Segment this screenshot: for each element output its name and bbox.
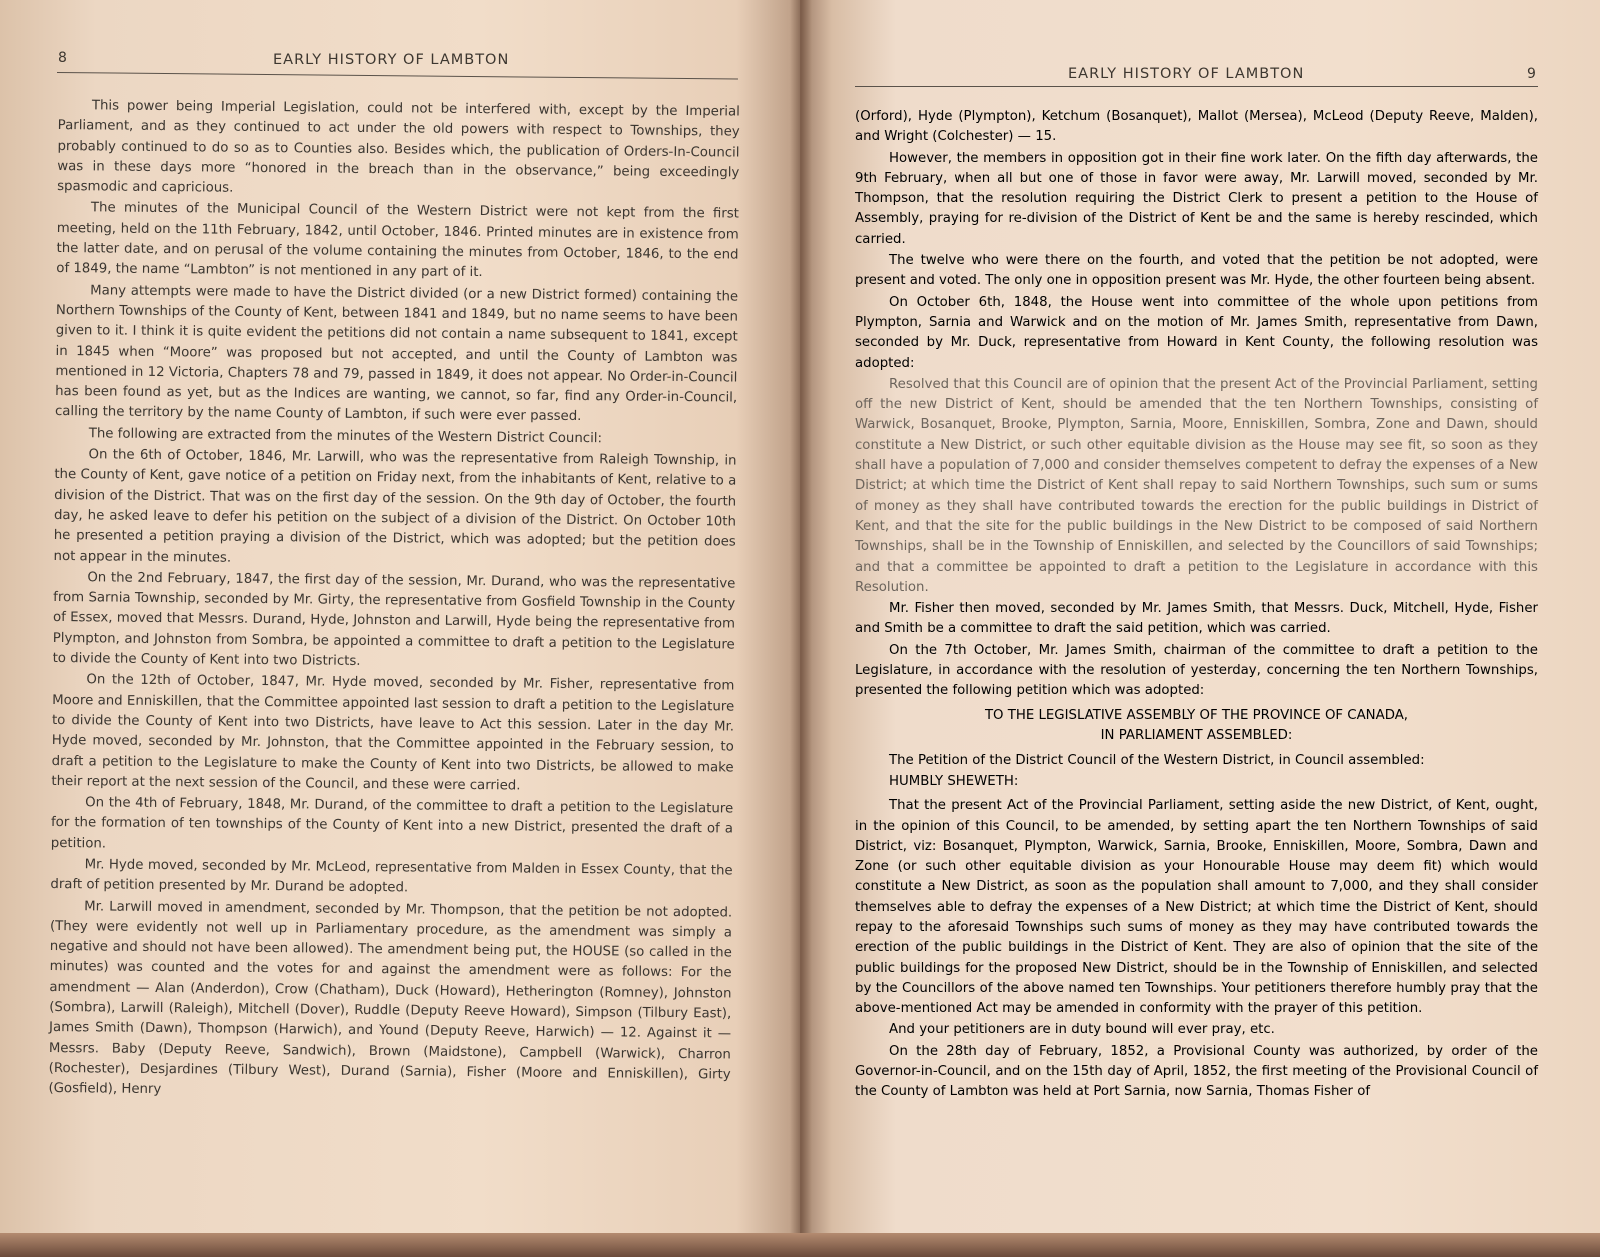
paragraph: On the 28th day of February, 1852, a Provisional County was authorized, by order of the Governor-in-Council, and on the 15th day of April, 1852, the first meeting of the Provisional Council of the County of Lambton was held at Port Sarnia, now Sarnia, Thomas Fisher of — [855, 1043, 1538, 1100]
paragraph: On the 7th October, Mr. James Smith, chairman of the committee to draft a petition to the Legislature, in accordance with the resolution of yesterday, concerning the ten Northern Townships, presented the following petition which was adopted: — [855, 642, 1538, 699]
paragraph: Mr. Fisher then moved, seconded by Mr. James Smith, that Messrs. Duck, Mitchell, Hyde, Fisher and Smith be a committee to draft the said petition, which was carried. — [855, 601, 1538, 637]
paragraph: Mr. Larwill moved in amendment, seconded by Mr. Thompson, that the petition be not adopted. (They were evidently not well up in Parliamentary procedure, as the amendment was simply a negative and should not have been allowed). The amendment being put, the HOUSE (so called in the minutes) was counted and the votes for and against the amendment were as follows: For the amendment — Alan (Anderdon), Crow (Chatham), Duck (Howard), Hetherington (Romney), Johnston (Sombra), Larwill (Raleigh), Mitchell (Dover), Ruddle (Deputy Reeve Howard), Simpson (Tilbury East), James Smith (Dawn), Thompson (Harwich), and Yound (Deputy Reeve, Harwich) — 12. Against it — Messrs. Baby (Deputy Reeve, Sandwich), Brown (Maidstone), Campbell (Warwick), Charron (Rochester), Desjardines (Tilbury West), Durand (Sarnia), Fisher (Moore and Enniskillen), Girty (Gosfield), Henry — [48, 898, 733, 1098]
paragraph: And your petitioners are in duty bound will ever pray, etc. — [889, 1022, 1275, 1038]
scan-bottom-edge — [0, 1233, 1600, 1257]
paragraph: The twelve who were there on the fourth, and voted that the petition be not adopted, were present and voted. The only one in opposition present was Mr. Hyde, the other fourteen being absent. — [855, 253, 1538, 289]
paragraph: The following are extracted from the minutes of the Western District Council: — [88, 426, 603, 446]
header-rule — [855, 86, 1538, 87]
paragraph: On the 4th of February, 1848, Mr. Durand, of the committee to draft a petition to the Legislature for the formation of ten townships of the County of Kent into a new District, presented the draft of a petition. — [50, 795, 734, 852]
paragraph: On the 12th of October, 1847, Mr. Hyde moved, seconded by Mr. Fisher, representative from Moore and Enniskillen, that the Committee appointed last session to draft a petition to the Legislature to divide the County of Kent into two Districts, have leave to Act this session. Later in the day Mr. Hyde moved, seconded by Mr. Johnston, that the Committee appointed in the February session, to draft a petition to the Legislature to make the County of Kent into two Districts, be allowed to make their report at the next session of the Council, and these were carried. — [51, 672, 735, 794]
paragraph: (Orford), Hyde (Plympton), Ketchum (Bosanquet), Mallot (Mersea), McLeod (Deputy Reeve, Malden), and Wright (Colchester) — 15. — [855, 109, 1538, 145]
header-rule — [57, 72, 738, 80]
humbly-sheweth: HUMBLY SHEWETH: — [889, 773, 1019, 789]
address-line: IN PARLIAMENT ASSEMBLED: — [1100, 727, 1293, 743]
petition-body: That the present Act of the Provincial Parliament, setting aside the new District, of Kent, ought, in the opinion of this Council, to be amended, by setting apart the ten Northern Townships of said District, viz: Bosanquet, Plympton, Warwick, Sarnia, Brooke, Enniskillen, Moore, Sombra, Dawn and Zone (or such other equitable division as your Honourable House may deem fit) which would constitute a New District, as soon as the population shall amount to 7,000, and they shall consider themselves able to defray the expenses of a New District; at which time the District of Kent, should repay to the aforesaid Townships such sums of money as they may have contributed towards the erection of the public buildings in the District of Kent. They are also of opinion that the site of the public buildings for the proposed New District, should be in the Township of Enniskillen, and selected by the Councillors of the above named ten Townships. Your petitioners therefore humbly pray that the above-mentioned Act may be amended in conformity with the prayer of this petition. — [855, 798, 1538, 1017]
running-head: EARLY HISTORY OF LAMBTON — [273, 52, 510, 68]
book-gutter — [790, 0, 812, 1257]
paragraph: This power being Imperial Legislation, could not be interfered with, except by the Imperial Parliament, and as they continued to act under the old powers with respect to Townships, they probably continued to do so as to Counties also. Besides which, the publication of Orders-In-Council was in these days more “honored in the breach than in the observance,” being exceedingly spasmodic and capricious. — [57, 98, 740, 196]
paragraph: The minutes of the Municipal Council of the Western District were not kept from the first meeting, held on the 11th February, 1842, until October, 1846. Printed minutes are in existence from the latter date, and on perusal of the volume containing the minutes from October, 1846, to the end of 1849, the name “Lambton” is not mentioned in any part of it. — [56, 200, 739, 281]
petition-address — [855, 706, 1538, 746]
left-page-text — [48, 96, 740, 1107]
paragraph: On the 6th of October, 1846, Mr. Larwill, who was the representative from Raleigh Township, in the County of Kent, gave notice of a petition on Friday next, from the inhabitants of Kent, relative to a division of the District. That was on the first day of the session. On the 9th day of October, the fourth day, he asked leave to defer his petition on the subject of a division of the District. On October 10th he presented a petition praying a division of the District, which was adopted; but the petition does not appear in the minutes. — [53, 447, 737, 566]
paragraph: Mr. Hyde moved, seconded by Mr. McLeod, representative from Malden in Essex County, that the draft of petition presented by Mr. Durand be adopted. — [50, 857, 733, 896]
right-page-text — [855, 107, 1538, 1104]
resolution-quote: Resolved that this Council are of opinion that the present Act of the Provincial Parliament, setting off the new District of Kent, should be amended that the ten Northern Townships, consisting of Warwick, Bosanquet, Brooke, Plympton, Sarnia, Moore, Enniskillen, Sombra, Zone and Dawn, should constitute a New District, or such other equitable division as the House may see fit, so soon as they shall have a population of 7,000 and consider themselves competent to defray the expenses of a New District; at which time the District of Kent shall repay to said Northern Townships, such sum or sums of money as they shall have contributed towards the erection for the public buildings in District of Kent, and that the site for the public buildings in the New District to be composed of said Northern Townships, shall be in the Township of Enniskillen, and selected by the Councillors of said Townships; and that a committee be appointed to draft a petition to the Legislature in accordance with this Resolution. — [855, 376, 1538, 595]
paragraph: Many attempts were made to have the District divided (or a new District formed) containing the Northern Townships of the County of Kent, between 1841 and 1849, but no name seems to have been given to it. I think it is quite evident the petitions did not contain a name subsequent to 1841, except in 1845 when “Moore” was proposed but not accepted, and until the County of Lambton was mentioned in 12 Victoria, Chapters 78 and 79, passed in 1849, it does not appear. No Order-in-Council has been found as yet, but as the Indices are wanting, we cannot, so far, find any Order-in-Council, calling the territory by the name County of Lambton, if such were ever passed. — [54, 282, 739, 425]
petition-intro: The Petition of the District Council of the Western District, in Council assembled: — [889, 752, 1425, 768]
paragraph: On the 2nd February, 1847, the first day of the session, Mr. Durand, who was the representative from Sarnia Township, seconded by Mr. Girty, the representative from Gosfield Township in the County of Essex, moved that Messrs. Durand, Hyde, Johnston and Larwill, Hyde being the representative from Plympton, and Johnston from Sombra, be appointed a committee to draft a petition to the Legislature to divide the County of Kent into two Districts. — [52, 570, 736, 669]
page-number: 8 — [58, 50, 68, 66]
paragraph: However, the members in opposition got in their fine work later. On the fifth day afterwards, the 9th February, when all but one of those in favor were away, Mr. Larwill moved, seconded by Mr. Thompson, that the resolution requiring the District Clerk to present a petition to the House of Assembly, praying for re-division of the District of Kent be and the same is hereby rescinded, which carried. — [855, 150, 1538, 247]
running-head: EARLY HISTORY OF LAMBTON — [1068, 66, 1305, 82]
page-number: 9 — [1527, 66, 1537, 82]
address-line: TO THE LEGISLATIVE ASSEMBLY OF THE PROVINCE OF CANADA, — [984, 707, 1409, 723]
paragraph: On October 6th, 1848, the House went into committee of the whole upon petitions from Plympton, Sarnia and Warwick and on the motion of Mr. James Smith, representative from Dawn, seconded by Mr. Duck, representative from Howard in Kent County, the following resolution was adopted: — [855, 294, 1538, 371]
